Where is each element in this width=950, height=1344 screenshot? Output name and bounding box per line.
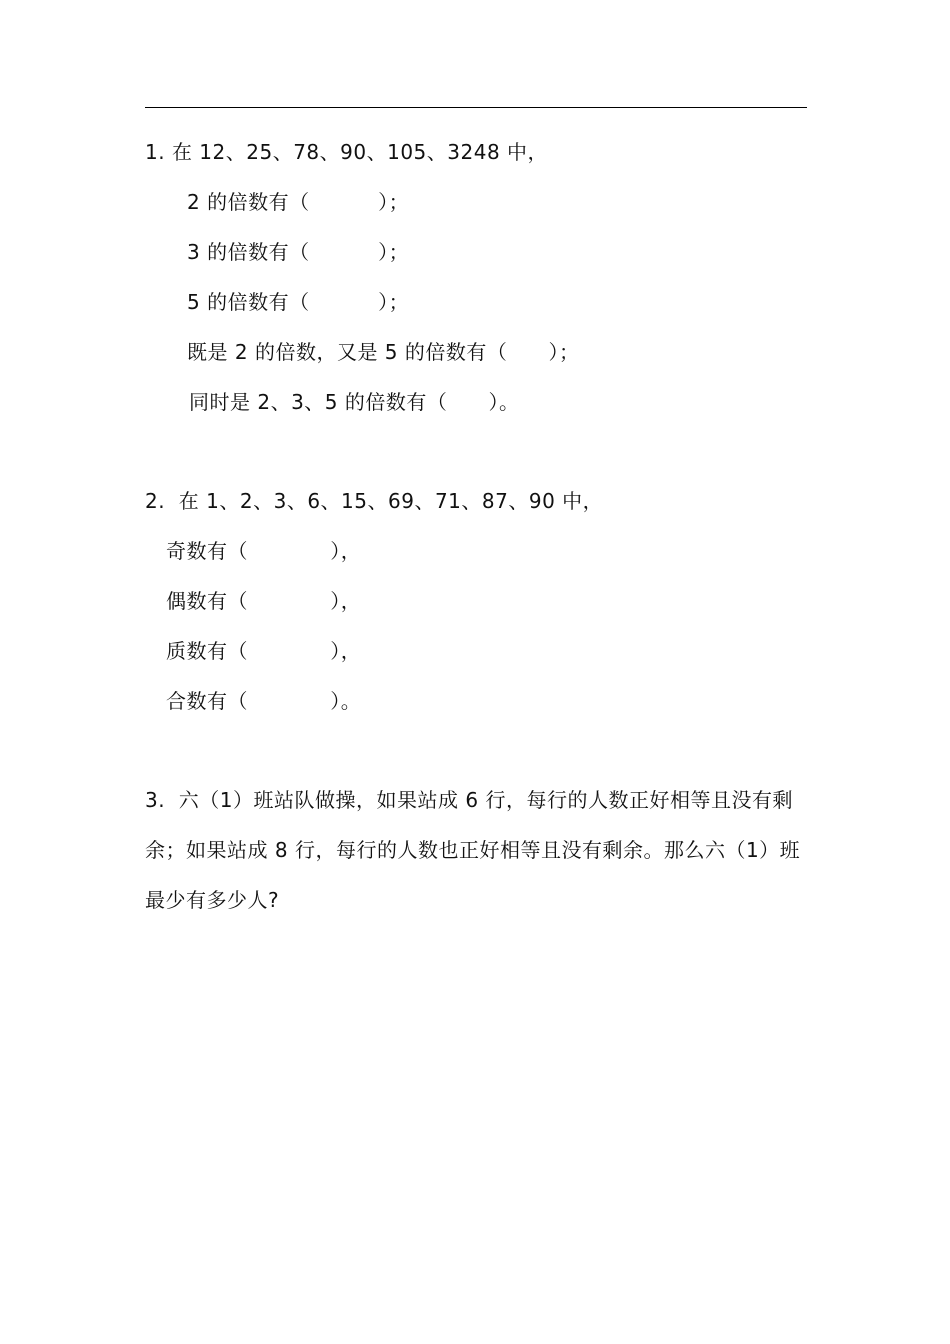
q3-line-1: 3. 六（1）班站队做操，如果站成 6 行，每行的人数正好相等且没有剩 xyxy=(145,788,793,812)
q3-line-2: 余；如果站成 8 行，每行的人数也正好相等且没有剩余。那么六（1）班 xyxy=(145,838,801,862)
q1-stem: 1. 在 12、25、78、90、105、3248 中， xyxy=(145,140,549,164)
q2-line-prime-numbers: 质数有（ ）， xyxy=(166,639,362,663)
q2-line-composite-numbers: 合数有（ ）。 xyxy=(166,689,362,713)
q1-line-multiples-of-5: 5 的倍数有（ ）； xyxy=(187,290,410,314)
q1-line-multiples-of-3: 3 的倍数有（ ）； xyxy=(187,240,410,264)
q1-line-multiples-of-2-3-5: 同时是 2、3、5 的倍数有（ ）。 xyxy=(189,390,520,414)
q2-line-odd-numbers: 奇数有（ ）， xyxy=(166,539,362,563)
header-rule xyxy=(145,107,807,108)
q2-stem: 2. 在 1、2、3、6、15、69、71、87、90 中， xyxy=(145,489,604,513)
q1-line-multiples-of-2: 2 的倍数有（ ）； xyxy=(187,190,410,214)
q1-line-multiples-of-2-and-5: 既是 2 的倍数，又是 5 的倍数有（ ）； xyxy=(187,340,580,364)
q2-line-even-numbers: 偶数有（ ）， xyxy=(166,589,362,613)
q3-line-3: 最少有多少人? xyxy=(145,888,280,912)
